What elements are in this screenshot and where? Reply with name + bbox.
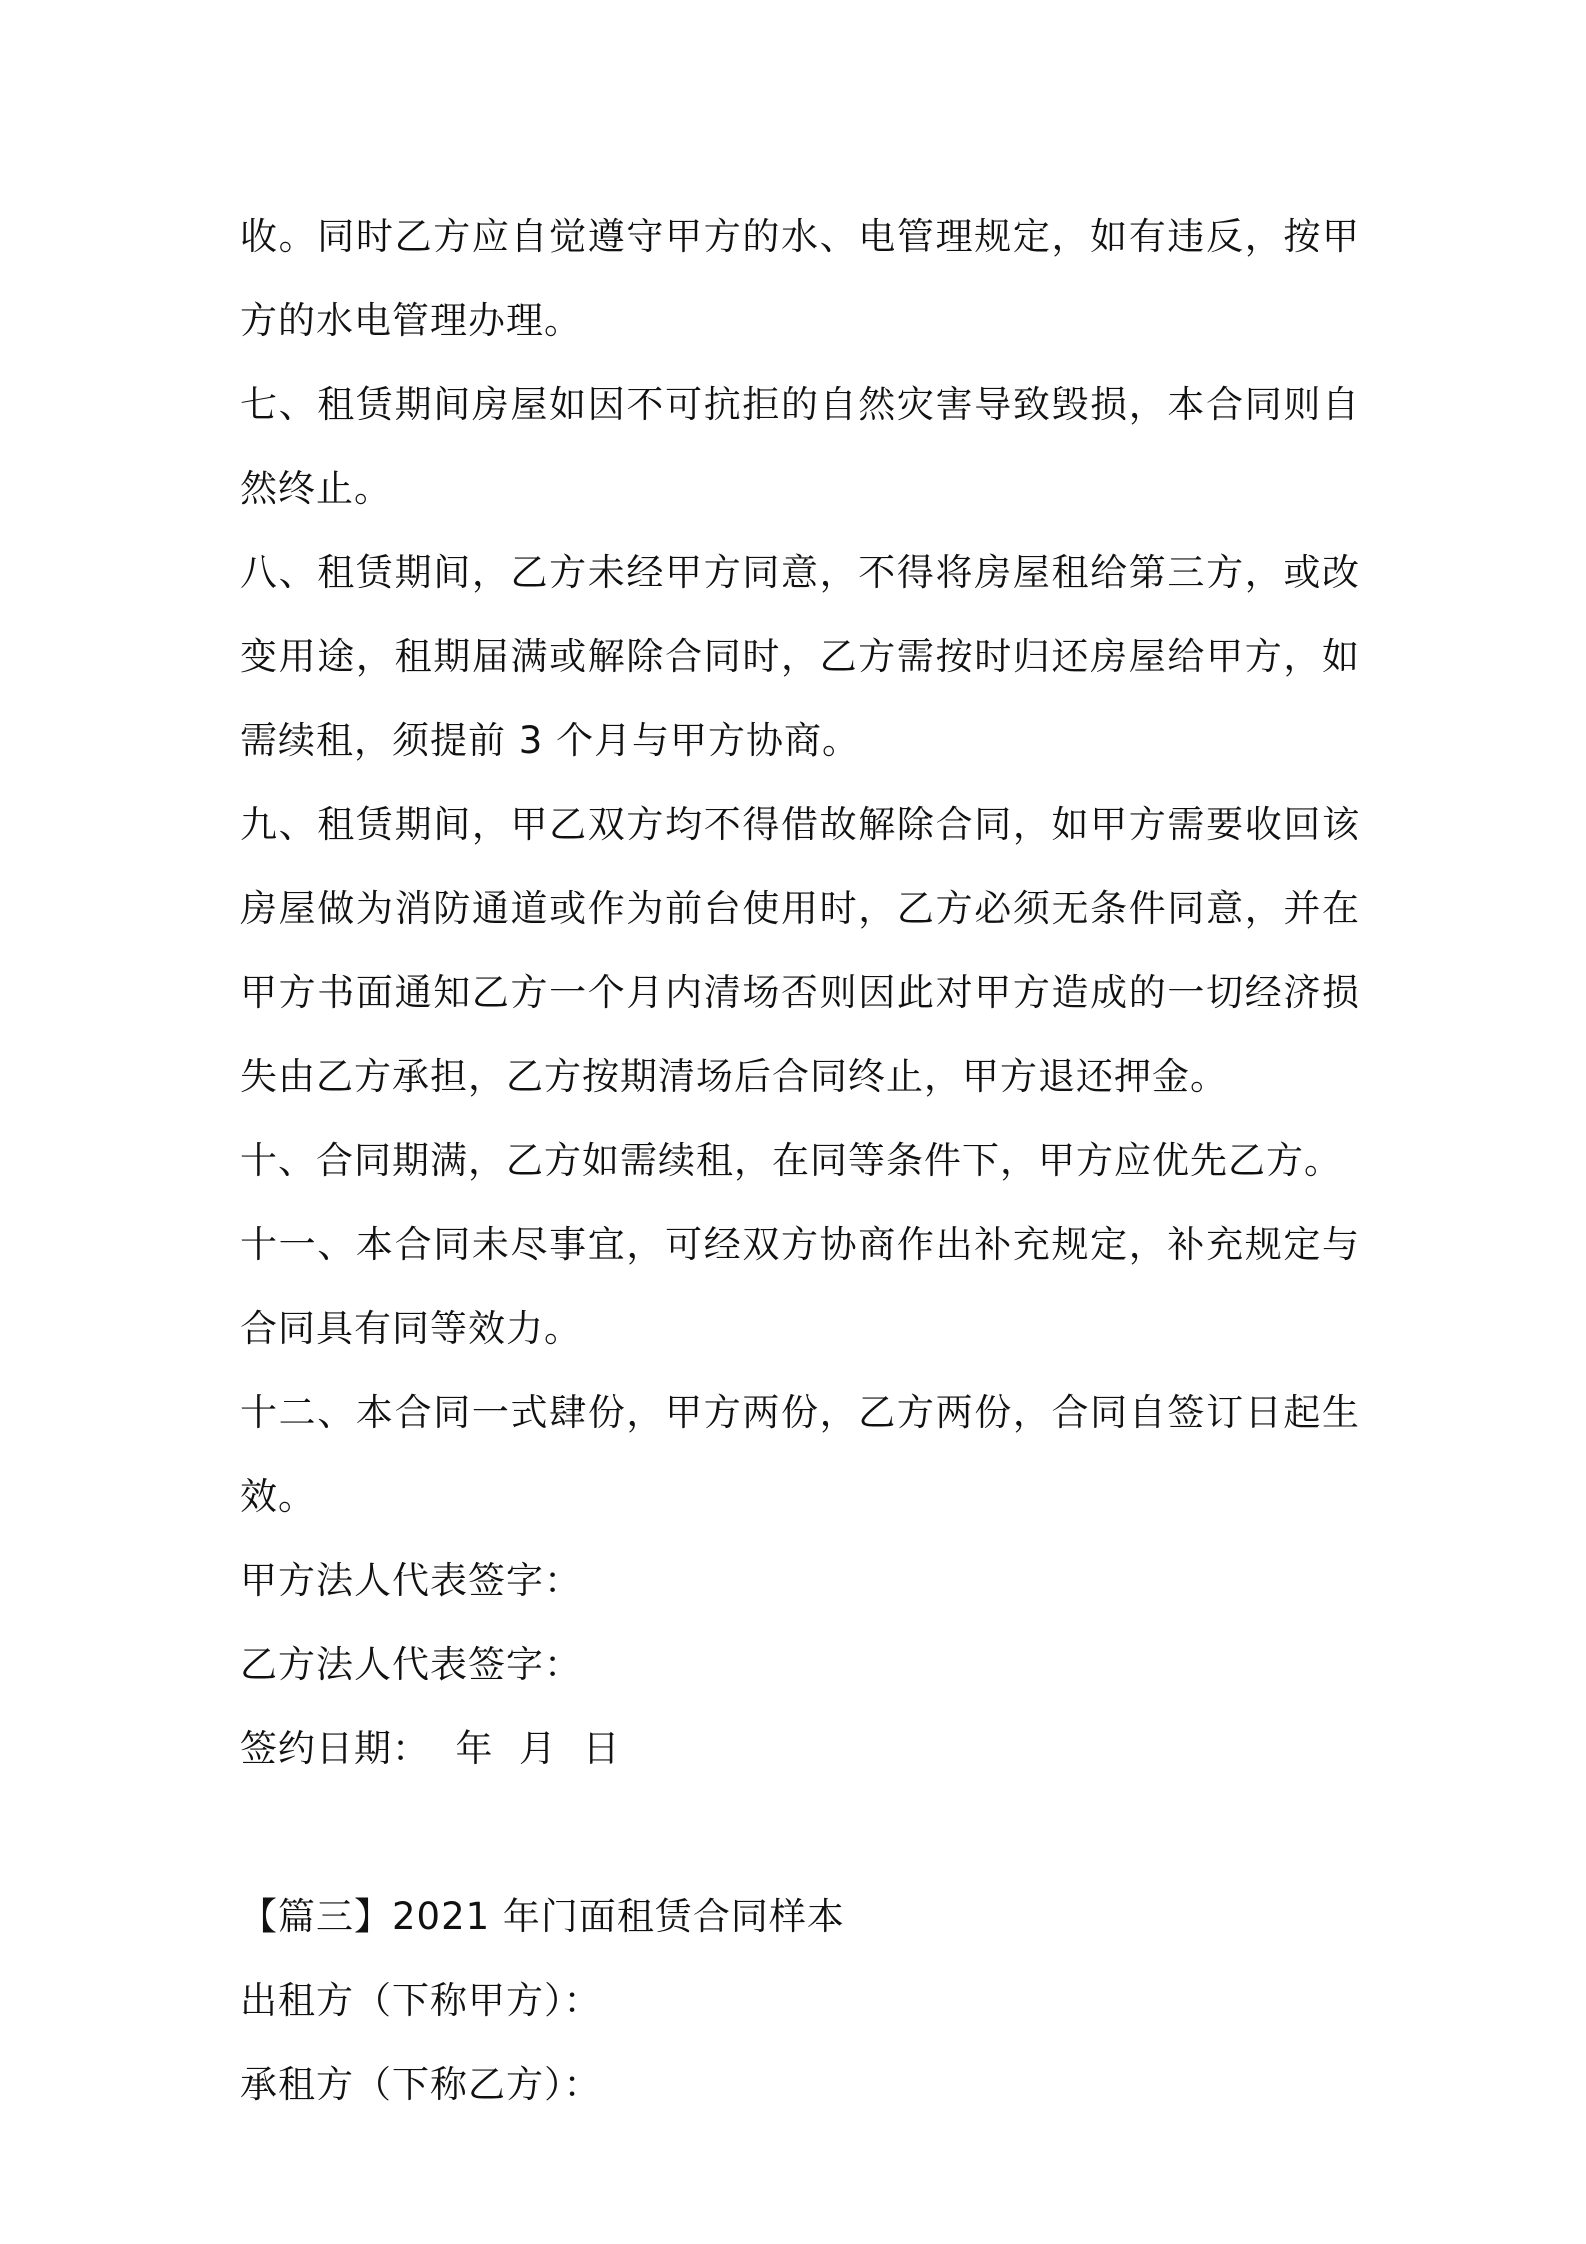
lessor-line: 出租方（下称甲方）：: [240, 1979, 602, 2022]
document-body: [240, 195, 1360, 2127]
clause-9: 九、租赁期间，甲乙双方均不得借故解除合同，如甲方需要收回该房屋做为消防通道或作为前台使用时，乙方必须无条件同意，并在甲方书面通知乙方一个月内清场否则因此对甲方造成的一切经济损失由乙方承担，乙方按期清场后合同终止，甲方退还押金。: [240, 803, 1360, 1098]
signature-party-b: 乙方法人代表签字：: [240, 1643, 582, 1686]
clause-8: 八、租赁期间，乙方未经甲方同意，不得将房屋租给第三方，或改变用途，租期届满或解除合同时，乙方需按时归还房屋给甲方，如需续租，须提前 3 个月与甲方协商。: [240, 551, 1360, 762]
lessee-line: 承租方（下称乙方）：: [240, 2063, 602, 2106]
section-title: 【篇三】2021 年门面租赁合同样本: [240, 1895, 845, 1938]
paragraph-continuation: 收。同时乙方应自觉遵守甲方的水、电管理规定，如有违反，按甲方的水电管理办理。: [240, 215, 1360, 342]
signing-date: 签约日期： 年 月 日: [240, 1727, 621, 1770]
clause-12: 十二、本合同一式肆份，甲方两份，乙方两份，合同自签订日起生效。: [240, 1391, 1360, 1518]
signature-party-a: 甲方法人代表签字：: [240, 1559, 582, 1602]
clause-11: 十一、本合同未尽事宜，可经双方协商作出补充规定，补充规定与合同具有同等效力。: [240, 1223, 1360, 1350]
section-spacer: [240, 1791, 1360, 1875]
clause-10: 十、合同期满，乙方如需续租，在同等条件下，甲方应优先乙方。: [240, 1139, 1342, 1182]
clause-7: 七、租赁期间房屋如因不可抗拒的自然灾害导致毁损，本合同则自然终止。: [240, 383, 1360, 510]
